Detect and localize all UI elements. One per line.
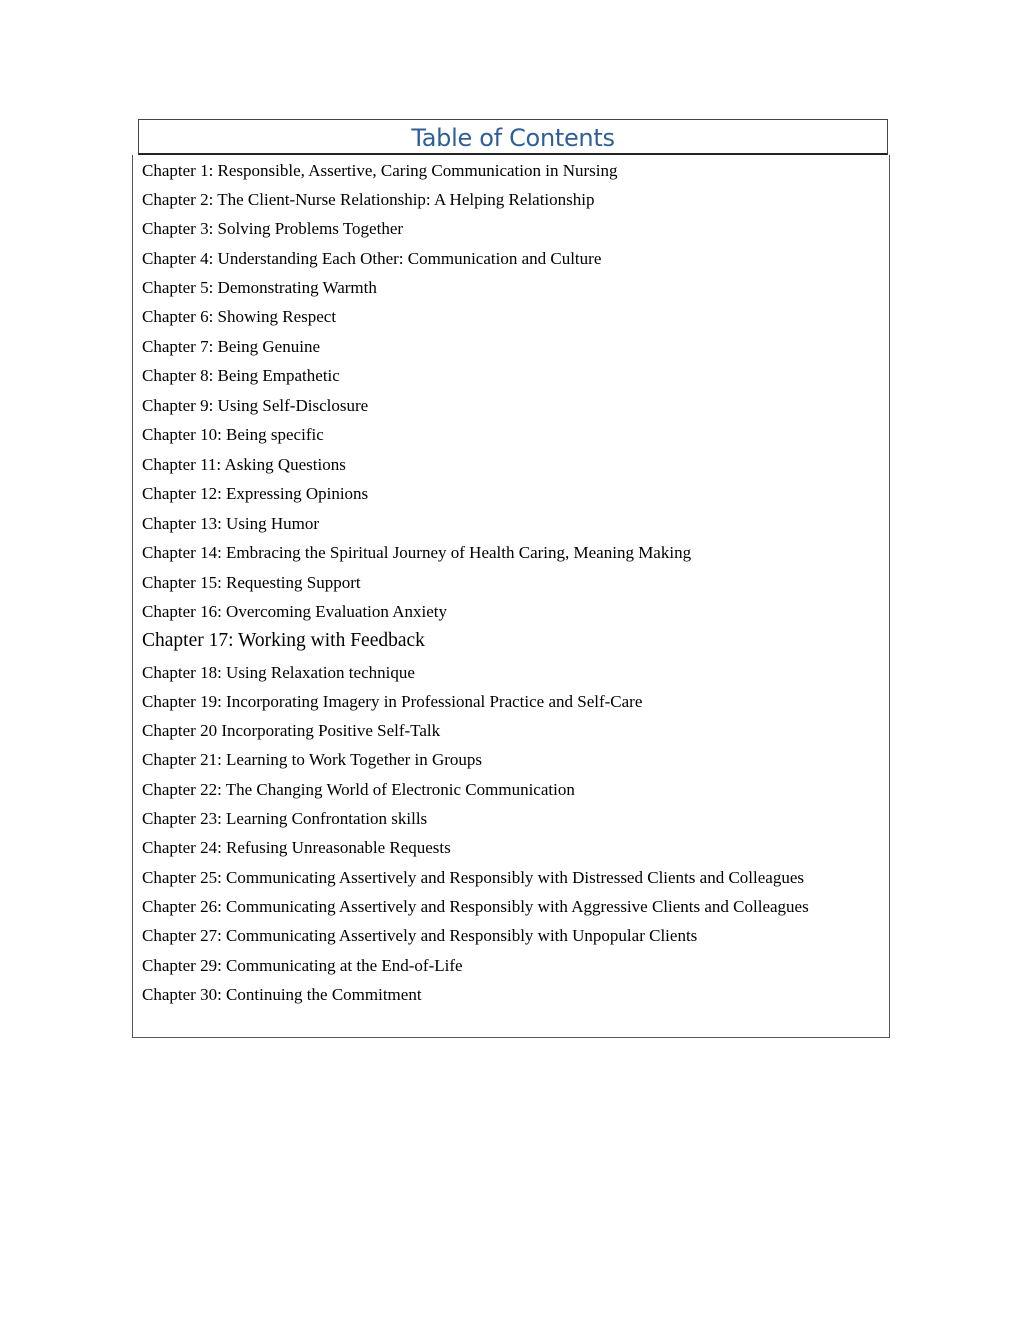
chapter-item-17[interactable]: Chapter 17: Working with Feedback [142,630,425,651]
chapter-item-15[interactable]: Chapter 15: Requesting Support [142,573,361,592]
chapter-item-6[interactable]: Chapter 6: Showing Respect [142,307,337,326]
chapter-item-11[interactable]: Chapter 11: Asking Questions [142,455,346,474]
chapter-item-26[interactable]: Chapter 26: Communicating Assertively and Responsibly with Aggressive Clients and Colleagues [142,897,809,916]
chapter-item-24[interactable]: Chapter 24: Refusing Unreasonable Requests [142,838,451,857]
chapter-item-27[interactable]: Chapter 27: Communicating Assertively and Responsibly with Unpopular Clients [142,926,698,945]
chapter-item-1[interactable]: Chapter 1: Responsible, Assertive, Caring Communication in Nursing [142,161,618,180]
chapter-item-8[interactable]: Chapter 8: Being Empathetic [142,366,340,385]
page-title: Table of Contents [411,123,615,152]
toc-box [132,155,890,1038]
chapter-item-19[interactable]: Chapter 19: Incorporating Imagery in Professional Practice and Self-Care [142,692,643,711]
chapter-item-2[interactable]: Chapter 2: The Client-Nurse Relationship: A Helping Relationship [142,190,595,209]
chapter-item-16[interactable]: Chapter 16: Overcoming Evaluation Anxiety [142,602,447,621]
chapter-item-21[interactable]: Chapter 21: Learning to Work Together in Groups [142,750,483,769]
chapter-item-12[interactable]: Chapter 12: Expressing Opinions [142,484,369,503]
chapter-item-25[interactable]: Chapter 25: Communicating Assertively and Responsibly with Distressed Clients and Colleagues [142,868,804,887]
chapter-item-13[interactable]: Chapter 13: Using Humor [142,514,320,533]
chapter-item-30[interactable]: Chapter 30: Continuing the Commitment [142,985,422,1004]
chapter-item-22[interactable]: Chapter 22: The Changing World of Electronic Communication [142,780,575,799]
chapter-item-29[interactable]: Chapter 29: Communicating at the End-of-Life [142,956,463,975]
chapter-item-9[interactable]: Chapter 9: Using Self-Disclosure [142,396,369,415]
chapter-item-14[interactable]: Chapter 14: Embracing the Spiritual Journey of Health Caring, Meaning Making [142,543,692,562]
chapter-item-4[interactable]: Chapter 4: Understanding Each Other: Communication and Culture [142,249,602,268]
chapter-item-3[interactable]: Chapter 3: Solving Problems Together [142,219,404,238]
chapter-item-5[interactable]: Chapter 5: Demonstrating Warmth [142,278,377,297]
chapter-item-7[interactable]: Chapter 7: Being Genuine [142,337,320,356]
chapter-item-18[interactable]: Chapter 18: Using Relaxation technique [142,663,415,682]
chapter-item-10[interactable]: Chapter 10: Being specific [142,425,324,444]
toc-header [138,119,888,155]
chapter-item-23[interactable]: Chapter 23: Learning Confrontation skills [142,809,428,828]
chapter-item-20[interactable]: Chapter 20 Incorporating Positive Self-Talk [142,721,441,740]
